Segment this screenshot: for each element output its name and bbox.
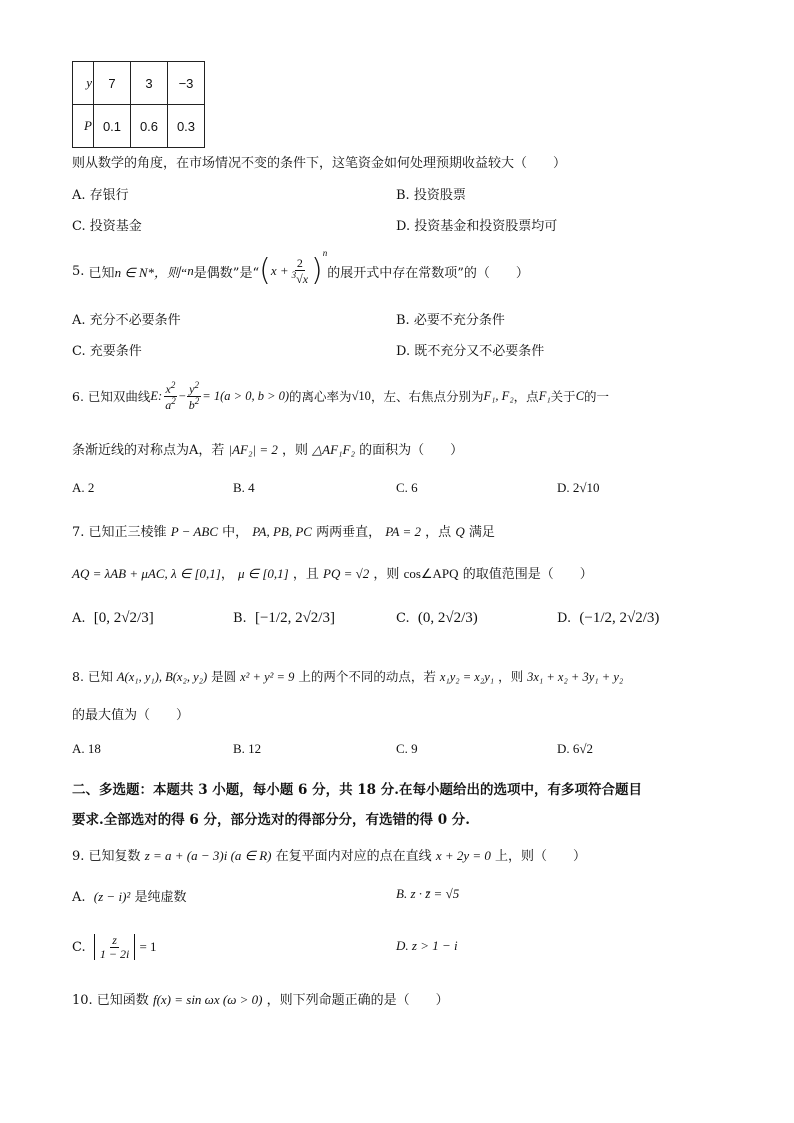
q8-option-a: A. 18 [72,741,101,756]
q5-option-a: A. 充分不必要条件 [72,313,181,328]
table-cell: −3 [168,62,205,105]
q9-option-c: C. $\frac{z}{1 - 2i}$ = 1 [72,932,157,961]
q9-line: x + 2y = 0 [435,848,491,863]
q5-n: n [187,263,194,278]
q7-option-d: D. (−1/2, 2√2/3) [557,610,660,626]
q6-text: ，点 [513,389,539,404]
q9-option-a-text: 是纯虚数 [134,890,187,905]
q6-text: 关于 [550,389,576,404]
table-row [73,105,205,148]
q7-pyramid: P − ABC [170,524,218,539]
q6-foci: F₁, F₂ [483,388,514,403]
q9-option-c-fraction: $\frac{z}{1 - 2i}$ [99,932,130,961]
q8-line2: 的最大值为（ ） [72,708,190,723]
q8-text: ，则 [498,669,524,684]
q7-q: Q [455,524,465,539]
q7-edges: PA, PB, PC [252,524,312,539]
q7-cos: cos∠APQ [403,566,459,581]
q6-text: 的一 [584,389,610,404]
q5-binomial: x + [270,263,289,278]
table-cell: 0.6 [131,105,168,148]
distribution-table [72,61,205,148]
q4-option-d: D. 投资基金和投资股票均可 [396,219,558,234]
q6-eccentricity: √10 [351,388,371,403]
q4-option-a: A. 存银行 [72,188,129,203]
q7-vector-condition: AQ = λAB + μAC, λ ∈ [0,1] [72,566,221,581]
q6-option-c: C. 6 [396,480,418,495]
q8-option-c: C. 9 [396,741,418,756]
q9-text: 9. 已知复数 [72,849,141,864]
q5-text-post: 的展开式中存在常数项”的（ ） [327,265,529,281]
q9-text: 上，则（ ） [495,849,587,864]
q5-n-condition: n ∈ N*，则“ [114,264,188,280]
q7-option-a-value: [0, 2√2/3] [93,610,154,626]
q5-option-c: C. 充要条件 [72,344,142,359]
q7-line2: AQ = λAB + μAC, λ ∈ [0,1]， μ ∈ [0,1] ，且 PQ = √2 ，则 cos∠APQ 的取值范围是（ ） [72,566,593,582]
q5-fraction: $\frac{2}{^3√x}$ [291,255,309,286]
q7-pq: PQ = √2 [323,566,370,581]
q6-text: ，则 [282,443,309,458]
q7-mu: μ ∈ [0,1] [238,566,289,581]
section2-heading-line2: 要求.全部选对的得 6 分，部分选对的得部分分，有选错的得 0 分. [72,812,470,828]
q6-line2 [72,439,463,458]
q5-text-pre: 已知 [88,265,115,281]
q10-text: ，则下列命题正确的是（ ） [266,993,449,1008]
q6-frac-x: $\frac{x^2}{a^2}$ [165,379,176,412]
q5-option-d: D. 既不充分又不必要条件 [396,344,545,359]
row-label-p: P [73,105,94,148]
q9-z: z = a + (a − 3)i (a ∈ R) [144,848,272,863]
q7-text: 7. 已知正三棱锥 [72,525,167,540]
q7-text: 的取值范围是（ ） [462,567,593,582]
q9-text: 在复平面内对应的点在直线 [275,849,432,864]
table-cell: 7 [94,62,131,105]
q8-text: 上的两个不同的动点，若 [298,669,436,684]
q6-triangle: △AF₁F₂ [312,442,356,457]
row-label-y: y [73,62,94,105]
q7-text: ，点 [425,525,452,540]
q9-option-a: A. (z − i)² 是纯虚数 [72,889,187,905]
table-cell: 3 [131,62,168,105]
q6-option-b: B. 4 [233,480,255,495]
q5-stem: 5. 已知 n ∈ N*，则“ n 是偶数”是“ ( x + $\frac{2}{^3√x}$ ) n 的展开式中存在常数项”的（ ） [72,248,529,288]
q10-stem [72,989,449,1008]
q9-option-a-math: (z − i)² [93,889,131,904]
q8-option-b: B. 12 [233,741,262,756]
q6-frac-y: $\frac{y^2}{b^2}$ [188,379,200,412]
q7-text: 满足 [468,525,495,540]
q6-text: 的离心率为 [289,389,352,404]
section2-heading-line1: 二、多选题：本题共 3 小题，每小题 6 分，共 18 分.在每小题给出的选项中，有多项符合题目 [72,782,642,798]
q10-text: 10. 已知函数 [72,993,149,1008]
q10-function: f(x) = sin ωx (ω > 0) [152,992,263,1007]
q6-option-d: D. 2√10 [557,480,600,495]
q8-option-d: D. 6√2 [557,741,594,756]
q7-option-c-value: (0, 2√2/3) [417,610,478,626]
q6-text: 条渐近线的对称点为A，若 [72,443,225,458]
q8-text: 8. 已知 [72,669,113,684]
q7-option-b: B. [−1/2, 2√2/3] [233,610,335,626]
q7-option-b-value: [−1/2, 2√2/3] [254,610,335,626]
q6-text: 的面积为（ ） [359,443,464,458]
table-cell: 0.3 [168,105,205,148]
q9-option-b: B. z · z̄ = √5 [396,886,460,901]
q6-f1: F₁ [538,388,551,403]
q8-points: A(x₁, y₁), B(x₂, y₂) [116,670,208,684]
q7-line1 [72,521,495,540]
q5-text-mid: 是偶数”是“ [193,265,260,281]
q8-line1 [72,667,623,685]
q8-text: 是圆 [211,669,237,684]
q4-option-b: B. 投资股票 [396,188,466,203]
q7-text: 两两垂直， [316,525,382,540]
q7-pa: PA = 2 [385,524,422,539]
q7-text: ，则 [373,567,400,582]
q6-text: ，左、右焦点分别为 [370,389,484,404]
q6-line1: 6. 已知双曲线 E: $\frac{x^2}{a^2}$ − $\frac{y^2}{b^2}$ = 1(a > 0, b > 0) 的离心率为 √10 ，左、右焦点分别为 F₁, F₂ ，点 F₁ 关于 C 的一 [72,379,610,412]
q6-option-a: A. 2 [72,480,95,495]
q6-c: C [575,388,585,403]
q4-stem: 则从数学的角度，在市场情况不变的条件下，这笔资金如何处理预期收益较大（ ） [72,156,567,171]
q5-option-b: B. 必要不充分条件 [396,313,505,328]
q7-option-d-value: (−1/2, 2√2/3) [579,610,660,626]
q7-option-a: A. [0, 2√2/3] [72,610,154,626]
q8-circle: x² + y² = 9 [240,670,295,684]
q7-option-c: C. (0, 2√2/3) [396,610,478,626]
q7-text: ，且 [292,567,319,582]
q8-expression: 3x₁ + x₂ + 3y₁ + y₂ [527,670,624,684]
table-cell: 0.1 [94,105,131,148]
q5-number: 5. [72,263,85,279]
q6-text: 6. 已知双曲线 [72,389,151,404]
q7-text: 中， [222,525,249,540]
q4-option-c: C. 投资基金 [72,219,142,234]
q6-condition: = 1(a > 0, b > 0) [202,388,290,403]
q9-option-d: D. z > 1 − i [396,938,458,953]
q6-af2: |AF₂| = 2 [228,442,278,457]
table-row [73,62,205,105]
q9-stem [72,845,586,864]
q8-condition: x₁y₂ = x₂y₁ [439,670,495,684]
